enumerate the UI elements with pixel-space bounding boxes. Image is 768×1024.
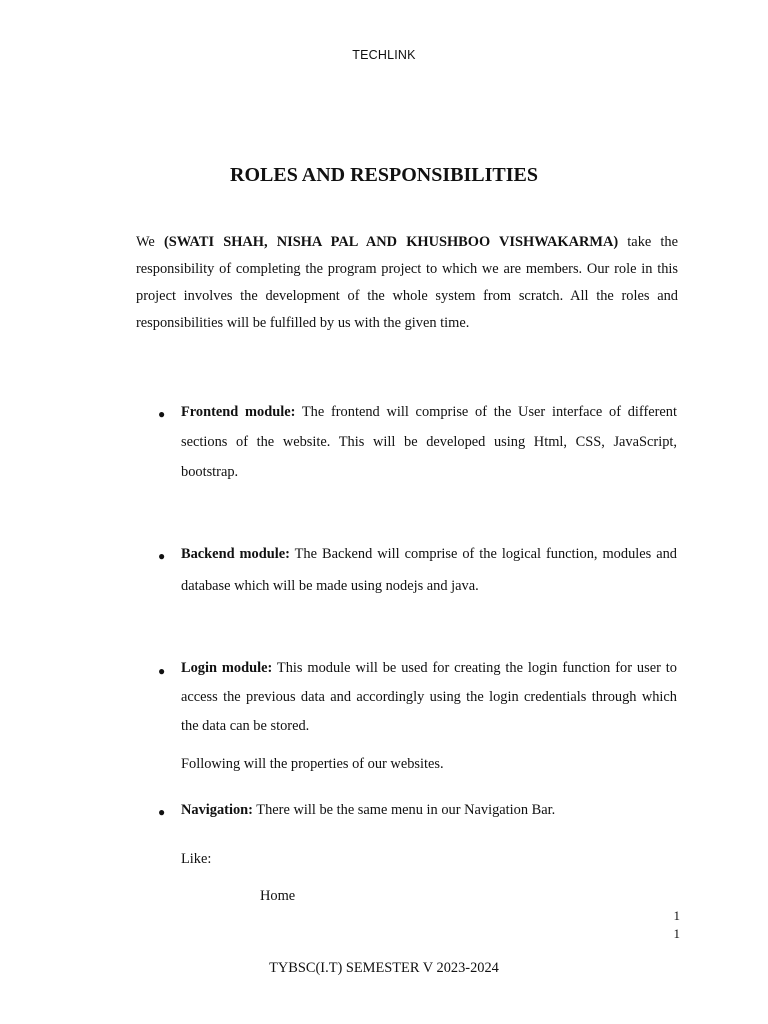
bullet-dot-icon: ● xyxy=(158,805,166,819)
bullet-text xyxy=(181,801,677,819)
bullet-label: Frontend module: xyxy=(181,404,296,420)
bullet-description: There will be the same menu in our Navigation Bar. xyxy=(252,802,556,818)
bullet-text xyxy=(181,397,677,487)
page-footer: TYBSC(I.T) SEMESTER V 2023-2024 xyxy=(269,960,499,976)
like-text: Like: xyxy=(181,851,212,867)
page-header: TECHLINK xyxy=(352,48,416,62)
intro-paragraph xyxy=(136,229,678,337)
intro-names: (SWATI SHAH, NISHA PAL AND KHUSHBOO VISHWAKARMA) xyxy=(163,234,619,250)
bullet-label: Backend module: xyxy=(181,546,290,562)
intro-body: take the responsibility of completing the program project to which we are members. Our role in this project involves the development of the whole system from scratch. All the roles and responsibilities will be fulfilled by us with the given time. xyxy=(136,234,678,331)
bullet-label: Navigation: xyxy=(181,802,253,818)
page-title: ROLES AND RESPONSIBILITIES xyxy=(230,164,538,186)
menu-item-home: Home xyxy=(260,888,296,904)
bullet-text xyxy=(181,538,677,602)
bullet-description: The Backend will comprise of the logical function, modules and database which will be made using nodejs and java. xyxy=(181,546,677,594)
page-number-line-1: 1 xyxy=(673,908,680,923)
bullet-description: The frontend will comprise of the User interface of different sections of the website. This will be developed using Html, CSS, JavaScript, bootstrap. xyxy=(181,404,677,480)
bullet-label: Login module: xyxy=(181,660,273,676)
following-text: Following will the properties of our websites. xyxy=(181,756,444,772)
bullet-dot-icon: ● xyxy=(158,407,166,421)
page-number-line-2: 1 xyxy=(673,926,680,941)
intro-prefix: We xyxy=(136,234,164,250)
bullet-text xyxy=(181,654,677,741)
bullet-dot-icon: ● xyxy=(158,664,166,678)
bullet-dot-icon: ● xyxy=(158,549,166,563)
bullet-description: This module will be used for creating the login function for user to access the previous data and accordingly using the login credentials through which the data can be stored. xyxy=(181,660,677,734)
